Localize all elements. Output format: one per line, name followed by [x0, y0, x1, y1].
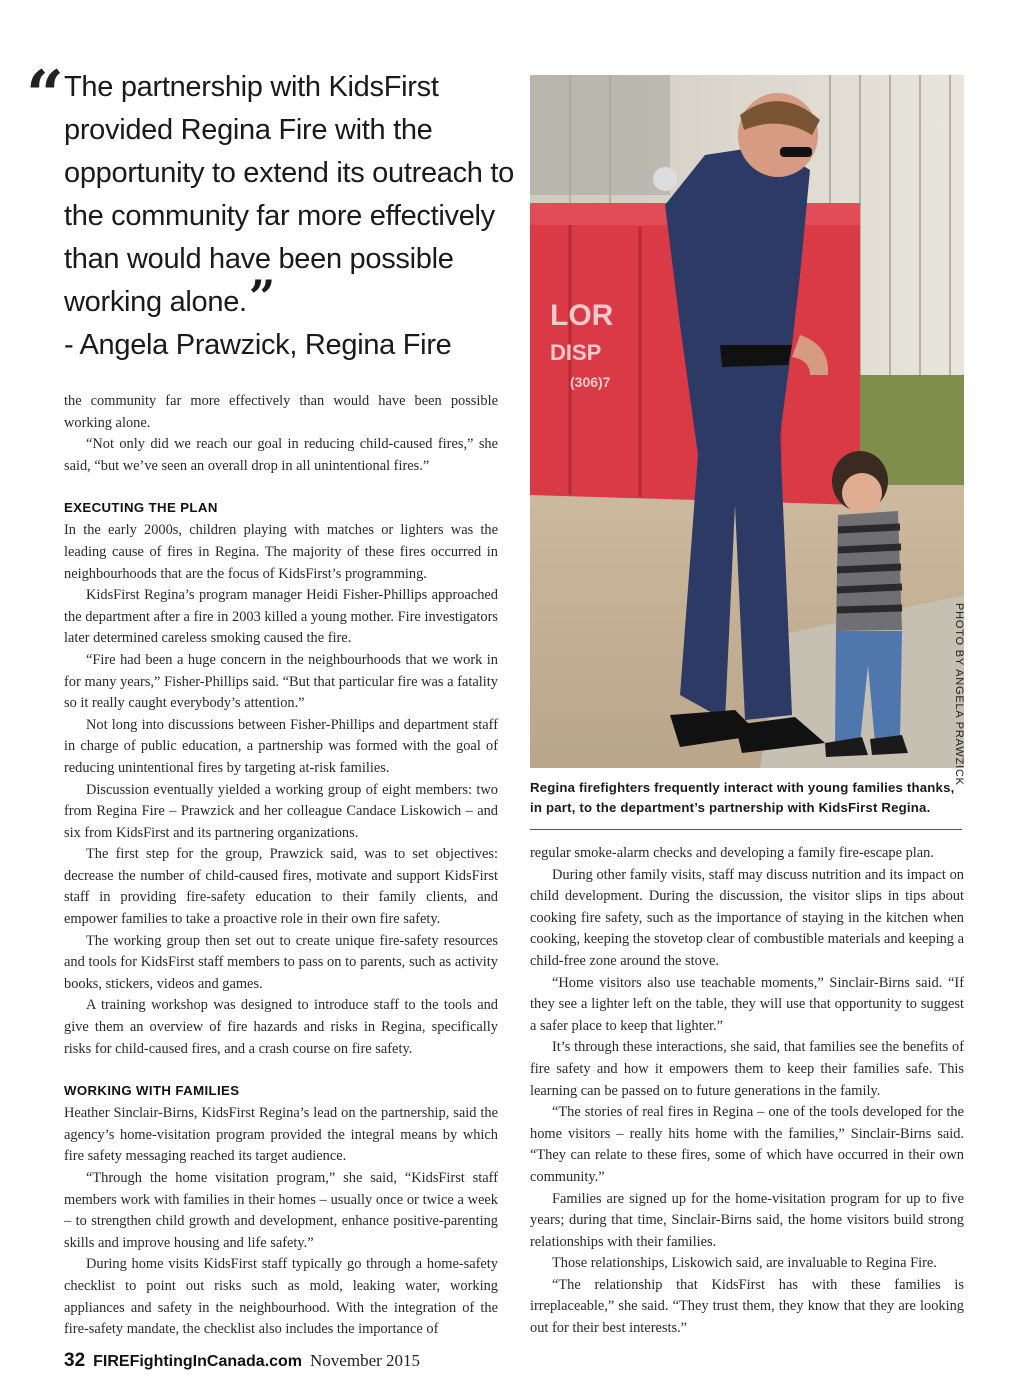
- paragraph: “Fire had been a huge concern in the neighbourhoods that we work in for many years,” Fisher-Phillips said. “But that particular fire was a fatality so it really caught everybody’s attention.”: [64, 651, 498, 712]
- paragraph: Heather Sinclair-Birns, KidsFirst Regina’s lead on the partnership, said the agency’s home-visitation program provided the integral means by which fire safety messaging reached its target audience.: [64, 1105, 498, 1165]
- paragraph: “The stories of real fires in Regina – one of the tools developed for the home visitors – really hits home with the families,” Sinclair-Birns said. “They can relate to these fires, some of which have occurred in their own community.”: [530, 1104, 964, 1185]
- page-number: 32: [64, 1350, 86, 1371]
- paragraph: The first step for the group, Prawzick said, was to set objectives: decrease the number of child-caused fires, motivate and support KidsFirst staff in providing fire-safety education to their family clients, and empower families to take a proactive role in their own fire safety.: [64, 846, 498, 928]
- paragraph: the community far more effectively than would have been possible working alone.: [64, 393, 498, 431]
- dumpster-lettering: DISP: [550, 340, 602, 365]
- photo-caption: Regina firefighters frequently interact with young families thanks, in part, to the department’s partnership with KidsFirst Regina.: [530, 780, 955, 815]
- paragraph: regular smoke-alarm checks and developing a family fire-escape plan.: [530, 845, 934, 861]
- open-quote-mark: “: [26, 56, 64, 134]
- paragraph: Discussion eventually yielded a working group of eight members: two from Regina Fire – Prawzick and her colleague Candace Liskowich – and six from KidsFirst and its partnering organizations.: [64, 781, 498, 841]
- pull-quote-body: The partnership with KidsFirst provided Regina Fire with the opportunity to extend its outreach to the community far more effectively than would have been possible working alone.: [64, 71, 514, 318]
- close-quote-mark: ”: [248, 270, 275, 324]
- tree-foliage: [530, 75, 670, 195]
- paragraph: KidsFirst Regina’s program manager Heidi Fisher-Phillips approached the department after a fire in 2003 killed a young mother. Fire investigators later determined careless smoking caused the fire.: [64, 587, 498, 647]
- paragraph: “Home visitors also use teachable moments,” Sinclair-Birns said. “If they see a lighter left on the table, they will use that opportunity to suggest a safer place to keep that lighter.”: [530, 974, 964, 1034]
- pull-quote-attribution: - Angela Prawzick, Regina Fire: [64, 329, 452, 361]
- magazine-website: FIREFightingInCanada.com: [93, 1353, 303, 1370]
- paragraph: A training workshop was designed to introduce staff to the tools and give them an overview of fire hazards and risks in Regina, specifically risks for child-caused fires, and a crash course on fire safety.: [64, 997, 498, 1057]
- dumpster-lettering: (306)7: [570, 374, 611, 390]
- paragraph: Those relationships, Liskowich said, are invaluable to Regina Fire.: [552, 1255, 937, 1272]
- paragraph: It’s through these interactions, she said, that families see the benefits of fire safety and how it empowers them to keep their families safe. This learning can be passed on to future generations in the family.: [530, 1039, 964, 1099]
- photo-firefighter-with-child: [530, 75, 964, 768]
- photo-illustration: [530, 75, 964, 768]
- left-column: [64, 391, 498, 1341]
- dumpster-lettering: LOR: [550, 299, 614, 332]
- paragraph: In the early 2000s, children playing with matches or lighters was the leading cause of fires in Regina. The majority of these fires occurred in neighbourhoods that are the focus of KidsFirst’s programming.: [64, 522, 498, 582]
- paragraph: “Through the home visitation program,” she said, “KidsFirst staff members work with families in their homes – usually once or twice a week – to strengthen child growth and development, enhance positive-parenting skills and improve housing and life safety.”: [64, 1170, 498, 1251]
- paragraph: Families are signed up for the home-visitation program for up to five years; during that time, Sinclair-Birns said, the home visitors build strong relationships with their families.: [530, 1190, 964, 1250]
- photo-credit: PHOTO BY ANGELA PRAWZICK: [953, 603, 965, 786]
- paragraph: “Not only did we reach our goal in reducing child-caused fires,” she said, “but we’ve seen an overall drop in all unintentional fires.”: [64, 436, 498, 474]
- section-heading-working-with-families: WORKING WITH FAMILIES: [64, 1083, 240, 1099]
- paragraph: During home visits KidsFirst staff typically go through a home-safety checklist to point out risks such as mold, leaking water, working appliances and safety in the neighbourhood. With the integration of the fire-safety mandate, the checklist also includes the importance of: [64, 1256, 498, 1338]
- issue-date: November 2015: [310, 1351, 421, 1370]
- pull-quote: [26, 56, 516, 367]
- right-column: [530, 843, 964, 1340]
- pull-quote-text: [64, 66, 516, 324]
- paragraph: Not long into discussions between Fisher-Phillips and department staff in charge of public education, a partnership was formed with the goal of reducing unintentional fires by targeting at-risk families.: [64, 716, 498, 776]
- paragraph: “The relationship that KidsFirst has with these families is irreplaceable,” she said. “They trust them, they know that they are looking out for their best interests.”: [530, 1276, 964, 1337]
- paragraph: During other family visits, staff may discuss nutrition and its impact on child development. During the discussion, the visitor slips in tips about cooking fire safety, such as the importance of staying in the kitchen when cooking, keeping the stovetop clear of combustible materials and keeping a child-free zone around the stove.: [530, 866, 964, 969]
- page-footer: [64, 1350, 420, 1372]
- caption-divider: [530, 829, 962, 830]
- paragraph: The working group then set out to create unique fire-safety resources and tools for KidsFirst staff members to pass on to parents, such as activity books, stickers, videos and games.: [64, 932, 498, 992]
- section-heading-executing-the-plan: EXECUTING THE PLAN: [64, 500, 218, 516]
